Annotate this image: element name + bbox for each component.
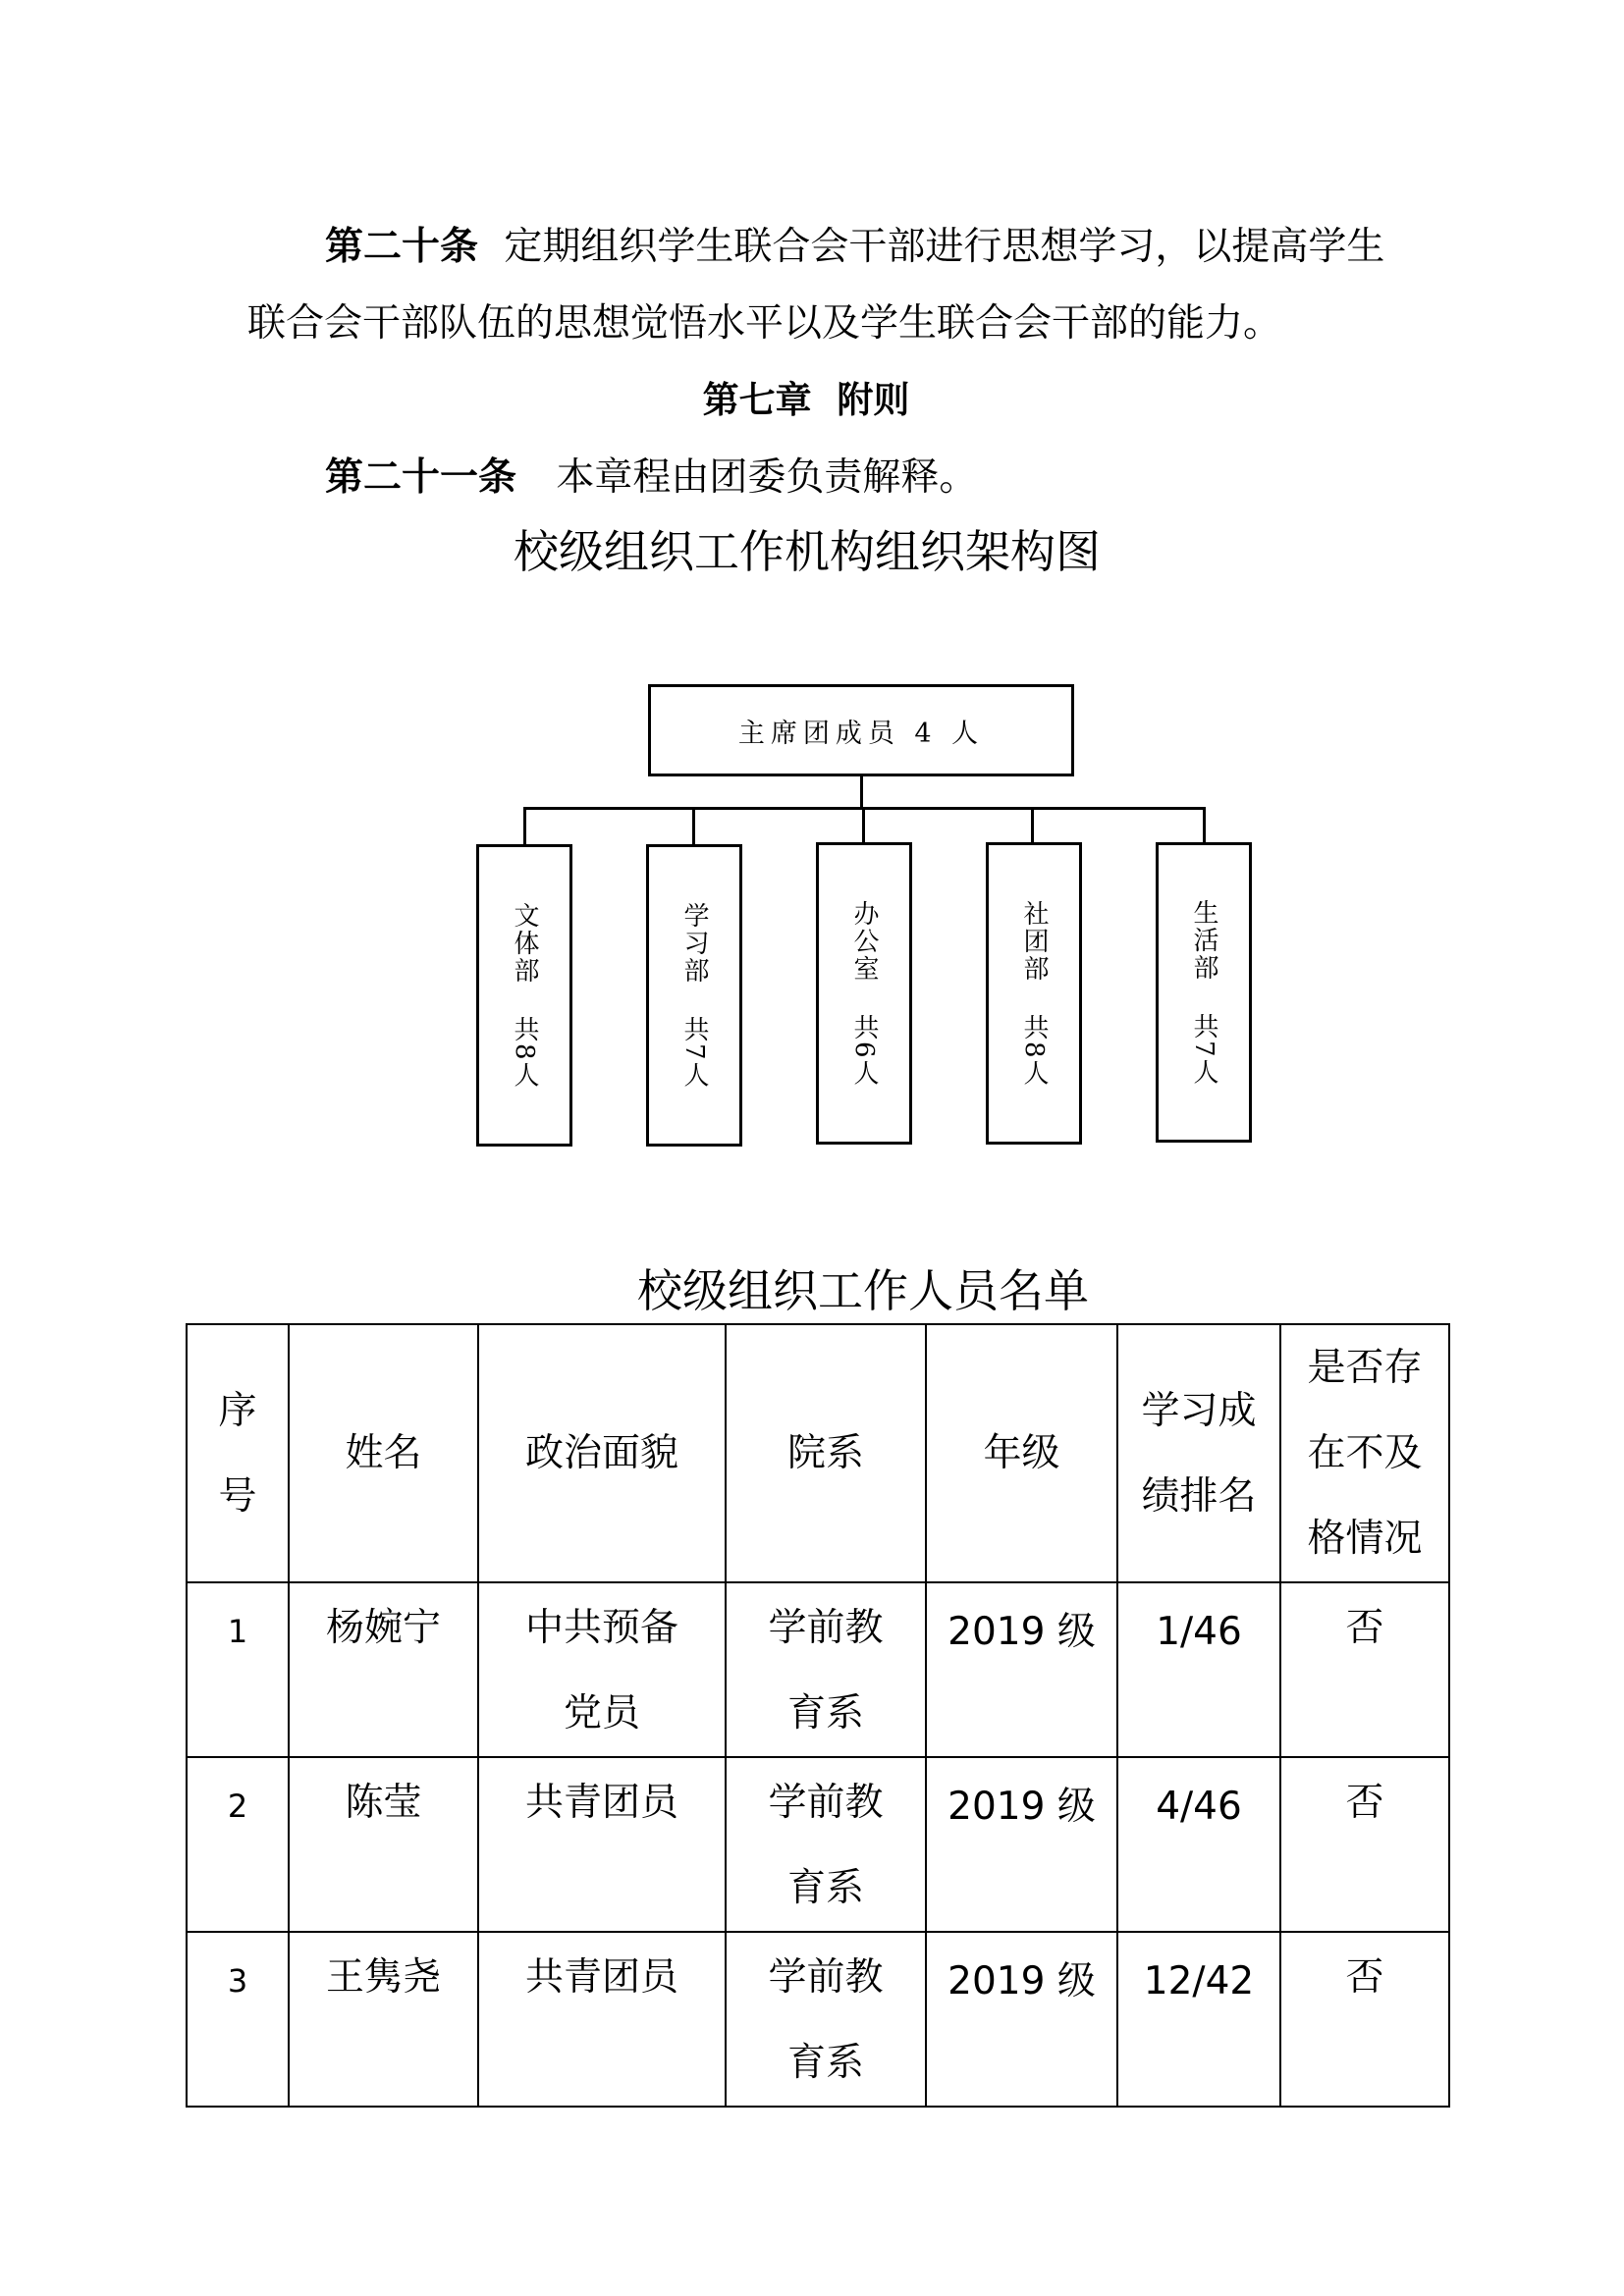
dept-count: 共7人 [679,1015,709,1090]
header-rank: 学习成 绩排名 [1117,1324,1280,1582]
dept-box-shenghuo [1156,842,1252,1143]
cell-political: 共青团员 [478,1932,726,2107]
cell-grade: 2019 级 [926,1757,1117,1932]
cell-name: 王隽尧 [289,1932,478,2107]
cell-rank: 12/42 [1117,1932,1280,2107]
article-21-label: 第二十一条 [325,455,517,500]
connector-drop-3 [862,807,865,846]
cell-grade: 2019 级 [926,1582,1117,1757]
cell-no: 1 [187,1582,289,1757]
dept-box-wenti [476,844,572,1147]
table-row [187,1757,1449,1932]
dept-count: 共8人 [1019,1013,1049,1088]
table-row [187,1932,1449,2107]
cell-department: 学前教 育系 [726,1932,926,2107]
chapter-7-title: 第七章 附则 [702,379,910,421]
cell-grade: 2019 级 [926,1932,1117,2107]
org-chart-top-label: 主席团成员 4 人 [737,718,985,749]
article-20-text-line1: 定期组织学生联合会干部进行思想学习，以提高学生 [504,225,1385,269]
cell-name: 杨婉宁 [289,1582,478,1757]
connector-vertical-main [860,775,863,809]
connector-drop-2 [692,807,695,846]
cell-name: 陈莹 [289,1757,478,1932]
cell-political: 共青团员 [478,1757,726,1932]
header-no: 序 号 [187,1324,289,1582]
connector-drop-4 [1031,807,1034,846]
roster-title: 校级组织工作人员名单 [637,1264,1089,1317]
cell-no: 3 [187,1932,289,2107]
dept-count: 共7人 [1189,1012,1218,1087]
cell-no: 2 [187,1757,289,1932]
connector-drop-5 [1203,807,1206,844]
cell-political: 中共预备 党员 [478,1582,726,1757]
article-21-text: 本章程由团委负责解释。 [556,455,978,500]
dept-name: 办公室 [849,899,879,983]
header-name: 姓名 [289,1324,478,1582]
table-header-row [187,1324,1449,1582]
dept-name: 学习部 [679,901,709,985]
dept-box-xuexi [646,844,742,1147]
roster-table [186,1323,1450,2108]
article-20-line2 [247,301,1282,346]
connector-drop-1 [523,807,526,846]
dept-box-bangongshi [816,842,912,1145]
org-chart-top-box [648,684,1074,776]
header-department: 院系 [726,1324,926,1582]
org-chart-title: 校级组织工作机构组织架构图 [514,525,1101,578]
dept-name: 生活部 [1189,898,1218,982]
article-20-line1 [325,225,1385,269]
article-21 [325,455,978,500]
dept-count: 共8人 [510,1015,539,1090]
article-20-text-line2: 联合会干部队伍的思想觉悟水平以及学生联合会干部的能力。 [247,301,1282,346]
cell-department: 学前教 育系 [726,1582,926,1757]
dept-count: 共6人 [849,1013,879,1088]
cell-rank: 4/46 [1117,1757,1280,1932]
dept-name: 社团部 [1019,899,1049,983]
header-political: 政治面貌 [478,1324,726,1582]
dept-name: 文体部 [510,901,539,985]
header-fail: 是否存 在不及 格情况 [1280,1324,1449,1582]
header-grade: 年级 [926,1324,1117,1582]
table-row [187,1582,1449,1757]
cell-department: 学前教 育系 [726,1757,926,1932]
cell-rank: 1/46 [1117,1582,1280,1757]
cell-fail: 否 [1280,1582,1449,1757]
cell-fail: 否 [1280,1757,1449,1932]
cell-fail: 否 [1280,1932,1449,2107]
article-20-label: 第二十条 [325,225,479,269]
dept-box-shetuan [986,842,1082,1145]
